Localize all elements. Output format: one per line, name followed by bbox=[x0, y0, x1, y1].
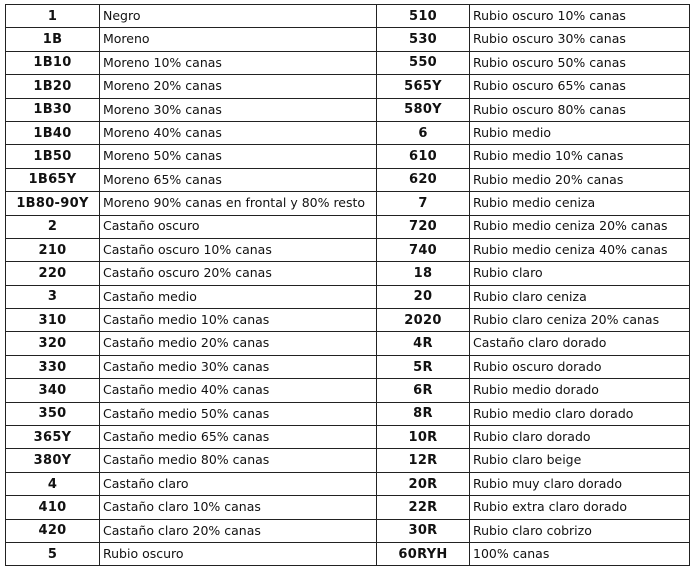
right-color-code: 2020 bbox=[377, 309, 470, 332]
left-color-code: 320 bbox=[6, 332, 100, 355]
right-color-code: 7 bbox=[377, 192, 470, 215]
right-color-description: 100% canas bbox=[470, 542, 690, 565]
table-row bbox=[6, 542, 690, 565]
right-color-description: Rubio medio ceniza bbox=[470, 192, 690, 215]
left-color-description: Moreno 90% canas en frontal y 80% resto bbox=[100, 192, 377, 215]
left-color-description: Moreno 50% canas bbox=[100, 145, 377, 168]
right-color-description: Castaño claro dorado bbox=[470, 332, 690, 355]
table-row bbox=[6, 192, 690, 215]
left-color-code: 380Y bbox=[6, 449, 100, 472]
right-color-description: Rubio claro ceniza bbox=[470, 285, 690, 308]
left-color-code: 210 bbox=[6, 238, 100, 261]
right-color-description: Rubio medio dorado bbox=[470, 379, 690, 402]
table-row bbox=[6, 238, 690, 261]
left-color-description: Castaño medio bbox=[100, 285, 377, 308]
left-color-description: Moreno 65% canas bbox=[100, 168, 377, 191]
right-color-code: 12R bbox=[377, 449, 470, 472]
right-color-code: 10R bbox=[377, 426, 470, 449]
table-row bbox=[6, 449, 690, 472]
left-color-description: Castaño medio 80% canas bbox=[100, 449, 377, 472]
left-color-code: 1B65Y bbox=[6, 168, 100, 191]
left-color-code: 420 bbox=[6, 519, 100, 542]
table-row bbox=[6, 379, 690, 402]
left-color-description: Moreno 20% canas bbox=[100, 75, 377, 98]
right-color-code: 60RYH bbox=[377, 542, 470, 565]
left-color-code: 1B bbox=[6, 28, 100, 51]
right-color-code: 18 bbox=[377, 262, 470, 285]
right-color-description: Rubio oscuro 65% canas bbox=[470, 75, 690, 98]
right-color-description: Rubio extra claro dorado bbox=[470, 496, 690, 519]
left-color-description: Castaño medio 20% canas bbox=[100, 332, 377, 355]
left-color-code: 1B40 bbox=[6, 121, 100, 144]
left-color-code: 3 bbox=[6, 285, 100, 308]
left-color-description: Moreno 10% canas bbox=[100, 51, 377, 74]
table-row bbox=[6, 262, 690, 285]
right-color-code: 20 bbox=[377, 285, 470, 308]
table-row bbox=[6, 285, 690, 308]
right-color-description: Rubio medio bbox=[470, 121, 690, 144]
right-color-code: 510 bbox=[377, 5, 470, 28]
table-row bbox=[6, 121, 690, 144]
right-color-code: 4R bbox=[377, 332, 470, 355]
right-color-code: 565Y bbox=[377, 75, 470, 98]
left-color-code: 1 bbox=[6, 5, 100, 28]
right-color-description: Rubio claro bbox=[470, 262, 690, 285]
table-row bbox=[6, 309, 690, 332]
left-color-code: 1B50 bbox=[6, 145, 100, 168]
right-color-code: 22R bbox=[377, 496, 470, 519]
left-color-description: Castaño medio 50% canas bbox=[100, 402, 377, 425]
left-color-code: 1B20 bbox=[6, 75, 100, 98]
color-codes-table bbox=[5, 4, 690, 566]
right-color-description: Rubio medio ceniza 40% canas bbox=[470, 238, 690, 261]
left-color-description: Castaño claro 10% canas bbox=[100, 496, 377, 519]
right-color-code: 620 bbox=[377, 168, 470, 191]
table-row bbox=[6, 519, 690, 542]
right-color-description: Rubio oscuro 10% canas bbox=[470, 5, 690, 28]
left-color-code: 1B10 bbox=[6, 51, 100, 74]
left-color-description: Moreno bbox=[100, 28, 377, 51]
right-color-code: 610 bbox=[377, 145, 470, 168]
right-color-description: Rubio oscuro 30% canas bbox=[470, 28, 690, 51]
left-color-code: 5 bbox=[6, 542, 100, 565]
left-color-description: Castaño medio 30% canas bbox=[100, 355, 377, 378]
left-color-code: 330 bbox=[6, 355, 100, 378]
right-color-code: 530 bbox=[377, 28, 470, 51]
right-color-code: 6 bbox=[377, 121, 470, 144]
table-row bbox=[6, 5, 690, 28]
table-row bbox=[6, 168, 690, 191]
right-color-description: Rubio claro dorado bbox=[470, 426, 690, 449]
right-color-description: Rubio muy claro dorado bbox=[470, 472, 690, 495]
table-row bbox=[6, 402, 690, 425]
left-color-code: 410 bbox=[6, 496, 100, 519]
right-color-code: 740 bbox=[377, 238, 470, 261]
right-color-description: Rubio oscuro 50% canas bbox=[470, 51, 690, 74]
left-color-description: Castaño medio 40% canas bbox=[100, 379, 377, 402]
right-color-description: Rubio claro beige bbox=[470, 449, 690, 472]
left-color-description: Negro bbox=[100, 5, 377, 28]
right-color-description: Rubio claro cobrizo bbox=[470, 519, 690, 542]
left-color-code: 365Y bbox=[6, 426, 100, 449]
right-color-description: Rubio claro ceniza 20% canas bbox=[470, 309, 690, 332]
left-color-code: 1B30 bbox=[6, 98, 100, 121]
left-color-code: 4 bbox=[6, 472, 100, 495]
right-color-description: Rubio medio claro dorado bbox=[470, 402, 690, 425]
left-color-code: 310 bbox=[6, 309, 100, 332]
left-color-description: Rubio oscuro bbox=[100, 542, 377, 565]
left-color-code: 2 bbox=[6, 215, 100, 238]
left-color-description: Castaño oscuro 10% canas bbox=[100, 238, 377, 261]
table-row bbox=[6, 98, 690, 121]
table-row bbox=[6, 51, 690, 74]
table-row bbox=[6, 496, 690, 519]
left-color-description: Castaño oscuro bbox=[100, 215, 377, 238]
color-codes-body bbox=[6, 5, 690, 566]
left-color-description: Castaño claro bbox=[100, 472, 377, 495]
right-color-code: 550 bbox=[377, 51, 470, 74]
left-color-code: 340 bbox=[6, 379, 100, 402]
left-color-code: 350 bbox=[6, 402, 100, 425]
table-row bbox=[6, 355, 690, 378]
left-color-description: Moreno 40% canas bbox=[100, 121, 377, 144]
table-row bbox=[6, 472, 690, 495]
left-color-description: Castaño medio 65% canas bbox=[100, 426, 377, 449]
table-row bbox=[6, 75, 690, 98]
left-color-code: 220 bbox=[6, 262, 100, 285]
right-color-code: 720 bbox=[377, 215, 470, 238]
table-row bbox=[6, 332, 690, 355]
right-color-code: 20R bbox=[377, 472, 470, 495]
table-row bbox=[6, 145, 690, 168]
left-color-code: 1B80-90Y bbox=[6, 192, 100, 215]
left-color-description: Castaño medio 10% canas bbox=[100, 309, 377, 332]
left-color-description: Castaño oscuro 20% canas bbox=[100, 262, 377, 285]
table-row bbox=[6, 28, 690, 51]
left-color-description: Castaño claro 20% canas bbox=[100, 519, 377, 542]
right-color-code: 30R bbox=[377, 519, 470, 542]
right-color-code: 6R bbox=[377, 379, 470, 402]
table-row bbox=[6, 215, 690, 238]
left-color-description: Moreno 30% canas bbox=[100, 98, 377, 121]
right-color-description: Rubio oscuro 80% canas bbox=[470, 98, 690, 121]
right-color-code: 580Y bbox=[377, 98, 470, 121]
right-color-description: Rubio oscuro dorado bbox=[470, 355, 690, 378]
right-color-code: 8R bbox=[377, 402, 470, 425]
right-color-code: 5R bbox=[377, 355, 470, 378]
right-color-description: Rubio medio 10% canas bbox=[470, 145, 690, 168]
table-row bbox=[6, 426, 690, 449]
right-color-description: Rubio medio 20% canas bbox=[470, 168, 690, 191]
right-color-description: Rubio medio ceniza 20% canas bbox=[470, 215, 690, 238]
